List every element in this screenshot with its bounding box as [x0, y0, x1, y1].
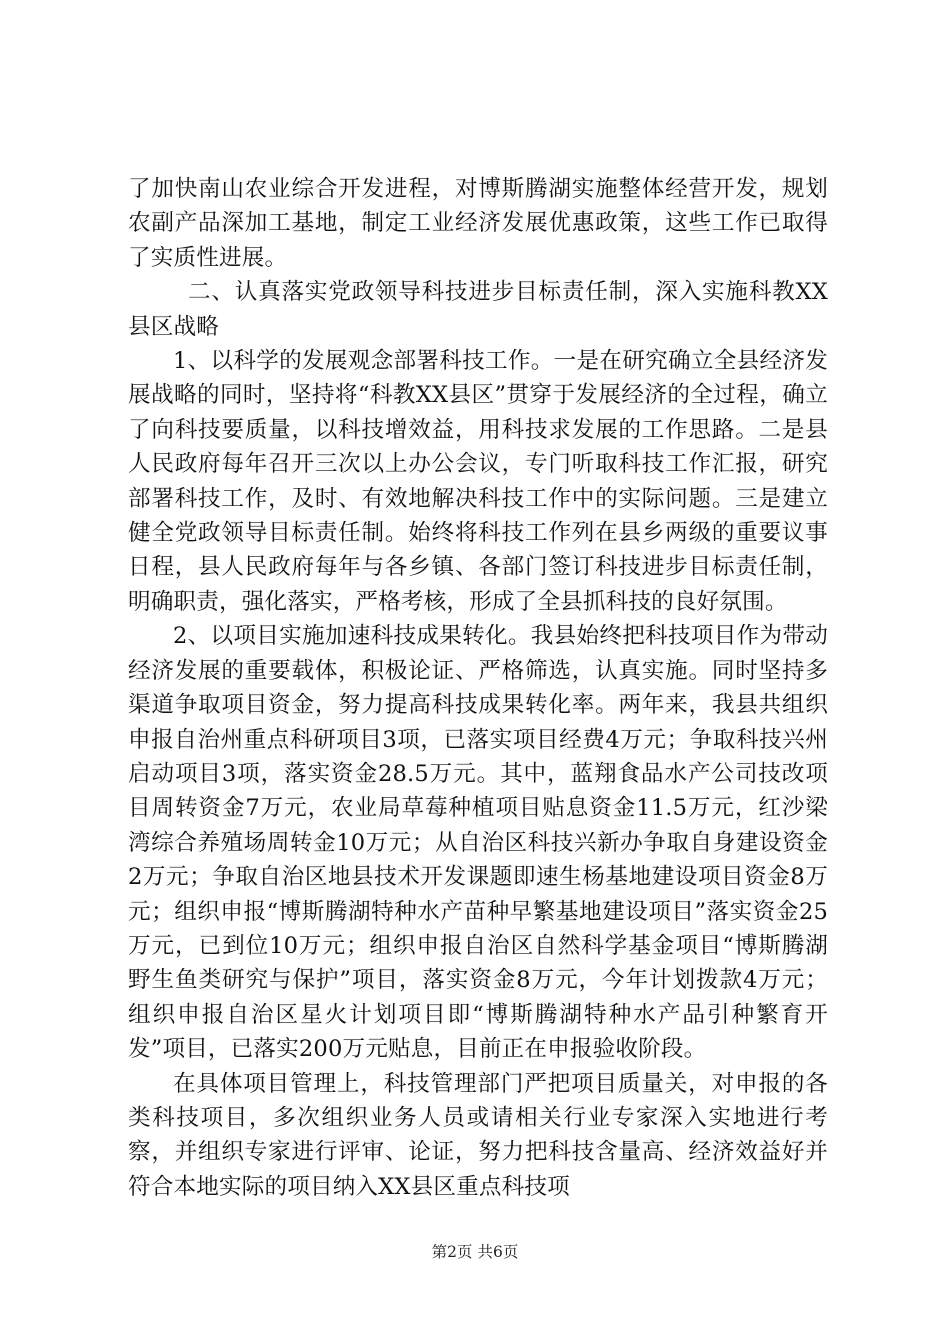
page-footer: 第2页 共6页 [431, 1243, 519, 1261]
paragraph-item-1: 1、以科学的发展观念部署科技工作。一是在研究确立全县经济发展战略的同时，坚持将“科教XX县区”贯穿于发展经济的全过程，确立了向科技要质量，以科技增效益，用科技求发展的工作思路。二是县人民政府每年召开三次以上办公会议，专门听取科技工作汇报，研究部署科技工作，及时、有效地解决科技工作中的实际问题。三是建立健全党政领导目标责任制。始终将科技工作列在县乡两级的重要议事日程，县人民政府每年与各乡镇、各部门签订科技进步目标责任制，明确职责，强化落实，严格考核，形成了全县抓科技的良好氛围。 [128, 348, 828, 615]
section-heading: 二、认真落实党政领导科技进步目标责任制，深入实施科教XX县区战略 [128, 279, 828, 340]
paragraph-continuation: 了加快南山农业综合开发进程，对博斯腾湖实施整体经营开发，规划农副产品深加工基地，制定工业经济发展优惠政策，这些工作已取得了实质性进展。 [128, 176, 828, 271]
paragraph-project-management: 在具体项目管理上，科技管理部门严把项目质量关，对申报的各类科技项目，多次组织业务人员或请相关行业专家深入实地进行考察，并组织专家进行评审、论证，努力把科技含量高、经济效益好并符合本地实际的项目纳入XX县区重点科技项 [128, 1070, 828, 1200]
document-body [128, 172, 828, 1204]
paragraph-item-2: 2、以项目实施加速科技成果转化。我县始终把科技项目作为带动经济发展的重要载体，积极论证、严格筛选，认真实施。同时坚持多渠道争取项目资金，努力提高科技成果转化率。两年来，我县共组织申报自治州重点科研项目3项，已落实项目经费4万元；争取科技兴州启动项目3项，落实资金28.5万元。其中，蓝翔食品水产公司技改项目周转资金7万元，农业局草莓种植项目贴息资金11.5万元，红沙梁湾综合养殖场周转金10万元；从自治区科技兴新办争取自身建设资金2万元；争取自治区地县技术开发课题即速生杨基地建设项目资金8万元；组织申报“博斯腾湖特种水产苗种早繁基地建设项目”落实资金25万元，已到位10万元；组织申报自治区自然科学基金项目“博斯腾湖野生鱼类研究与保护”项目，落实资金8万元，今年计划拨款4万元；组织申报自治区星火计划项目即“博斯腾湖特种水产品引种繁育开发”项目，已落实200万元贴息，目前正在申报验收阶段。 [128, 623, 828, 1063]
